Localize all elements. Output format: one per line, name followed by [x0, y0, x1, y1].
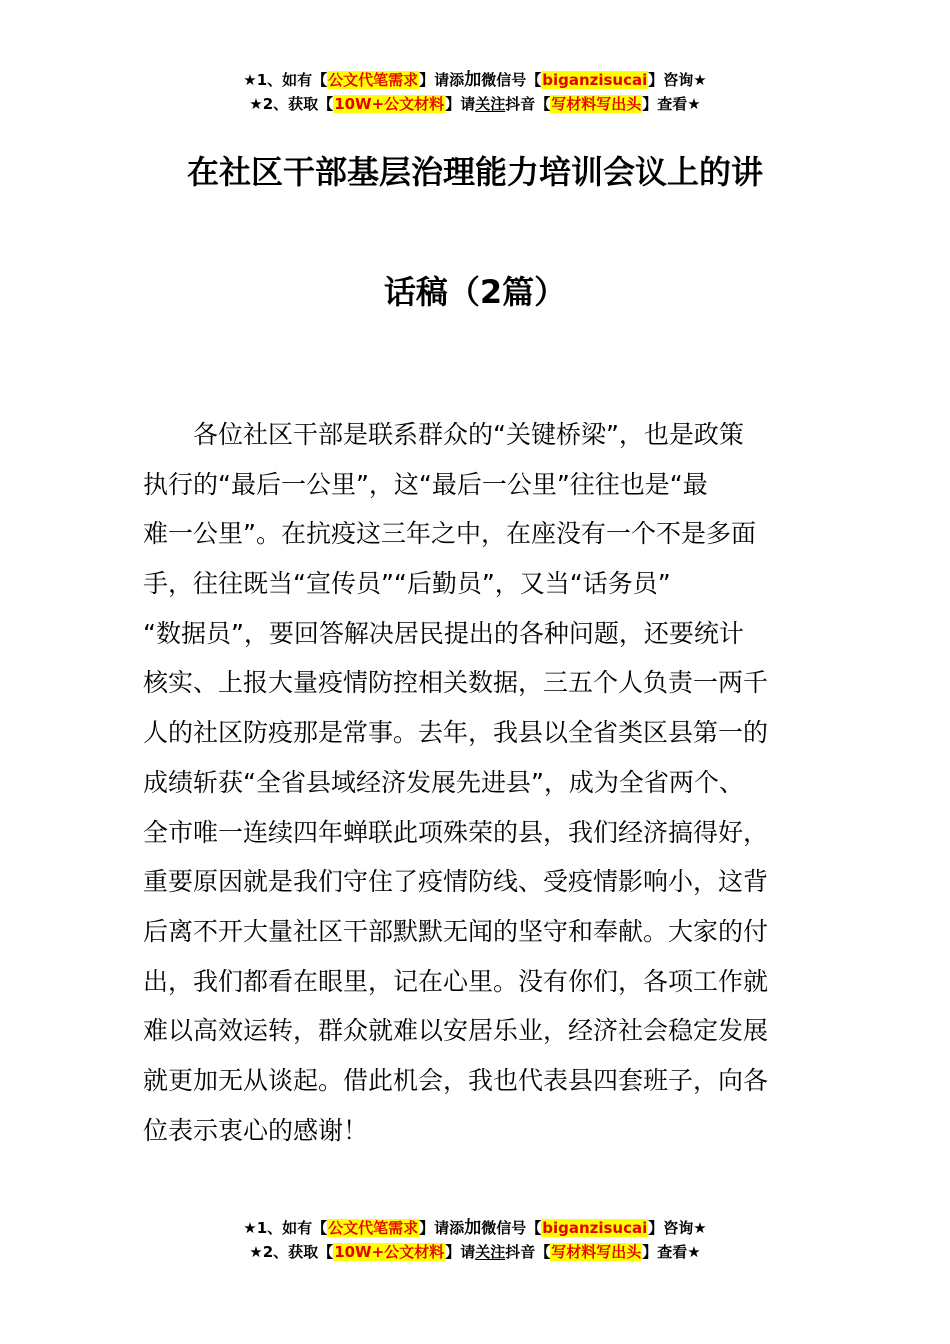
- promo-emphasis: 加: [464, 70, 482, 90]
- promo-line-2: [0, 1240, 950, 1264]
- promo-douyin-name: 写材料写出头: [551, 1243, 642, 1261]
- promo-emphasis: 关注: [475, 95, 506, 113]
- body-line: 出，我们都看在眼里，记在心里。没有你们，各项工作就: [143, 966, 769, 996]
- promo-text: 】咨询★: [648, 1219, 707, 1237]
- body-line: 就更加无从谈起。借此机会，我也代表县四套班子，向各: [143, 1065, 769, 1095]
- promo-text: 】查看★: [642, 95, 701, 113]
- body-line: 核实、上报大量疫情防控相关数据，三五个人负责一两千: [143, 668, 769, 698]
- promo-line-2: [0, 92, 950, 116]
- promo-emphasis: 关注: [475, 1243, 506, 1261]
- promo-text: 】查看★: [642, 1243, 701, 1261]
- promo-highlight: 公文代笔需求: [328, 1219, 419, 1237]
- body-line: 难以高效运转，群众就难以安居乐业，经济社会稳定发展: [143, 1016, 769, 1046]
- promo-text: ★2、获取【: [249, 1243, 334, 1261]
- promo-text: 微信号【: [481, 71, 542, 89]
- promo-text: 】请添: [419, 71, 465, 89]
- body-line: 人的社区防疫那是常事。去年，我县以全省类区县第一的: [143, 718, 769, 748]
- promo-text: 微信号【: [481, 1219, 542, 1237]
- promo-emphasis: 加: [464, 1218, 482, 1238]
- promo-highlight: 公文代笔需求: [328, 71, 419, 89]
- promo-line-1: [0, 1216, 950, 1240]
- body-line: 重要原因就是我们守住了疫情防线、受疫情影响小，这背: [143, 867, 769, 897]
- promo-douyin-name: 写材料写出头: [551, 95, 642, 113]
- body-paragraph: [143, 410, 808, 1155]
- body-line: 全市唯一连续四年蝉联此项殊荣的县，我们经济搞得好，: [143, 817, 769, 847]
- header-promo-banner: [0, 68, 950, 116]
- promo-text: 】请: [445, 95, 476, 113]
- document-title-line-1: 在社区干部基层治理能力培训会议上的讲: [186, 153, 763, 191]
- promo-text: ★1、如有【: [243, 71, 328, 89]
- footer-promo-banner: [0, 1216, 950, 1264]
- promo-wechat-id: biganzisucai: [542, 71, 648, 89]
- body-line: 位表示衷心的感谢！: [143, 1115, 369, 1145]
- promo-text: 】请添: [419, 1219, 465, 1237]
- promo-text: ★2、获取【: [249, 95, 334, 113]
- body-line: 后离不开大量社区干部默默无闻的坚守和奉献。大家的付: [143, 916, 769, 946]
- promo-wechat-id: biganzisucai: [542, 1219, 648, 1237]
- body-line: 各位社区干部是联系群众的“关键桥梁”，也是政策: [143, 420, 744, 449]
- body-line: “数据员”，要回答解决居民提出的各种问题，还要统计: [143, 618, 744, 648]
- promo-text: 】咨询★: [648, 71, 707, 89]
- promo-text: 抖音【: [505, 95, 551, 113]
- promo-highlight: 10W+公文材料: [334, 1243, 445, 1261]
- body-line: 成绩斩获“全省县域经济发展先进县”，成为全省两个、: [143, 767, 744, 797]
- body-line: 执行的“最后一公里”，这“最后一公里”往往也是“最: [143, 469, 708, 499]
- body-line: 手，往往既当“宣传员”“后勤员”，又当“话务员”: [143, 569, 671, 599]
- promo-line-1: [0, 68, 950, 92]
- document-title-line-2: 话稿（2篇）: [383, 273, 567, 311]
- promo-highlight: 10W+公文材料: [334, 95, 445, 113]
- promo-text: 抖音【: [505, 1243, 551, 1261]
- promo-text: 】请: [445, 1243, 476, 1261]
- body-line: 难一公里”。在抗疫这三年之中，在座没有一个不是多面: [143, 519, 756, 549]
- promo-text: ★1、如有【: [243, 1219, 328, 1237]
